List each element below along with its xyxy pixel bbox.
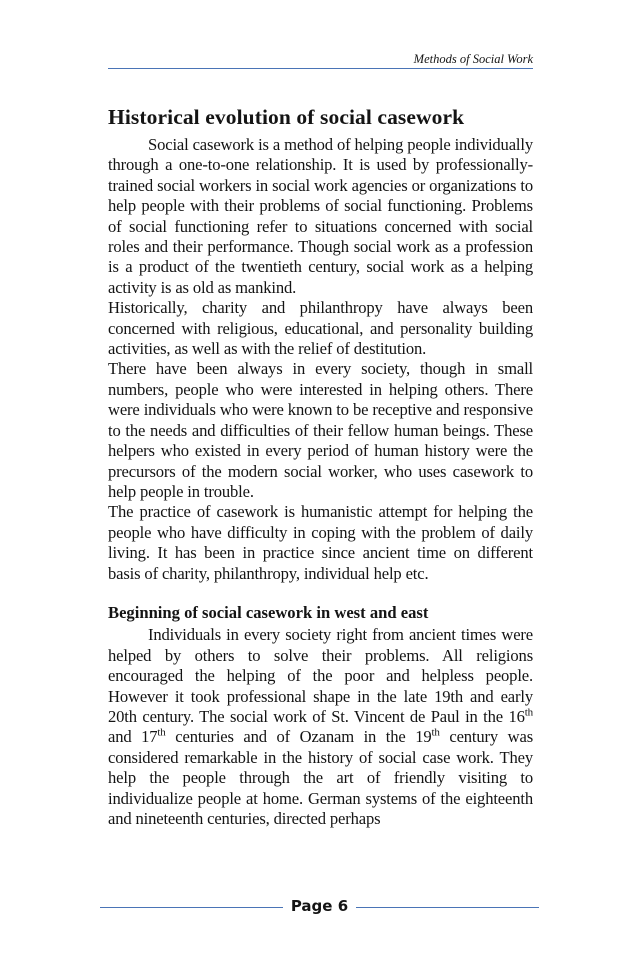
paragraph-text: and 17	[108, 727, 158, 747]
paragraph-text: Individuals in every society right from ancient times were helped by others to solve their problems. All religions encouraged the helping of the poor and helpless people. However it took professional shape in the late 19th and early 20th century. The social work of St. Vincent de Paul in the 16	[108, 625, 533, 726]
section-heading: Historical evolution of social casework	[108, 105, 465, 129]
body-paragraph: Historically, charity and philanthropy have always been concerned with religious, educational, and personality building activities, as well as with the relief of destitution.	[108, 298, 533, 359]
running-header: Methods of Social Work	[413, 52, 533, 66]
page-number: Page 6	[290, 897, 349, 915]
body-paragraph: There have been always in every society, though in small numbers, people who were interested in helping others. There were individuals who were known to be receptive and responsive to the needs and difficulties of their fellow human beings. These helpers who existed in every period of human history were the precursors of the modern social worker, who uses casework to help people in trouble.	[108, 359, 533, 501]
paragraph-text: centuries and of Ozanam in the 19	[165, 727, 432, 747]
ordinal-superscript: th	[157, 726, 166, 739]
page-body	[108, 104, 533, 829]
body-paragraph: The practice of casework is humanistic attempt for helping the people who have difficulty in coping with the problem of daily living. It has been in practice since ancient time on different basis of charity, philanthropy, individual help etc.	[108, 502, 533, 583]
footer-divider-left	[100, 907, 283, 908]
body-paragraph: Social casework is a method of helping people individually through a one-to-one relationship. It is used by professionally-trained social workers in social work agencies or organizations to help people with their problems of social functioning. Problems of social functioning refer to situations concerned with social roles and their performance. Though social work as a profession is a product of the twentieth century, social work as a helping activity is as old as mankind.	[108, 135, 533, 297]
header-divider	[108, 68, 533, 69]
ordinal-superscript: th	[431, 726, 440, 739]
footer-divider-right	[356, 907, 539, 908]
paragraph-text: century was considered remarkable in the history of social case work. They help the people through the art of friendly visiting to individualize people at home. German systems of the eighteenth and nineteenth centuries, directed perhaps	[108, 727, 534, 828]
ordinal-superscript: th	[524, 706, 533, 719]
subsection-heading: Beginning of social casework in west and east	[108, 602, 429, 622]
body-paragraph	[108, 625, 533, 829]
